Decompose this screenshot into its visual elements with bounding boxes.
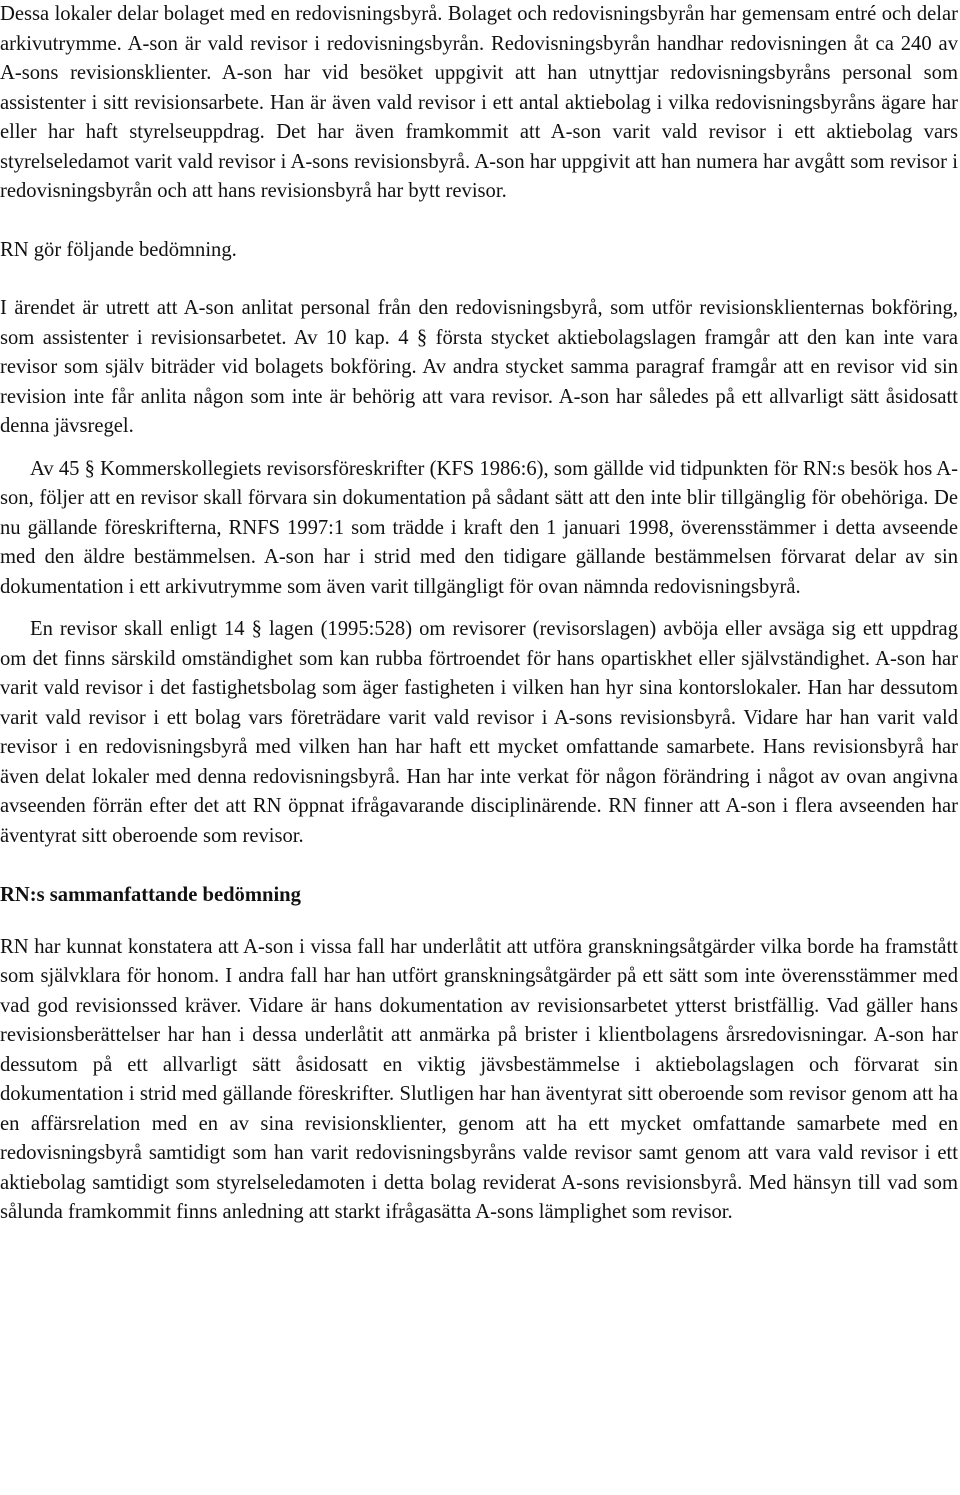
paragraph-premises: Dessa lokaler delar bolaget med en redovisningsbyrå. Bolaget och redovisningsbyrån har gemensam entré och delar arkivutrymme. A-son är vald revisor i redovisningsbyrån. Redovisningsbyrån handhar redovisningen åt ca 240 av A-sons revisionsklienter. A-son har vid besöket uppgivit att han utnyttjar redovisningsbyråns personal som assistenter i sitt revisionsarbete. Han är även vald revisor i ett antal aktiebolag i vilka redovisningsbyråns ägare har eller har haft styrelseuppdrag. Det har även framkommit att A-son varit vald revisor i ett aktiebolag vars styrelseledamot varit vald revisor i A-sons revisionsbyrå. A-son har uppgivit att han numera har avgått som revisor i redovisningsbyrån och att hans revisionsbyrå har bytt revisor. (0, 3, 958, 202)
paragraph-documentation-storage: Av 45 § Kommerskollegiets revisorsföreskrifter (KFS 1986:6), som gällde vid tidpunkten för RN:s besök hos A-son, följer att en revisor skall förvara sin dokumentation på sådant sätt att den inte blir tillgänglig för obehöriga. De nu gällande föreskrifterna, RNFS 1997:1 som trädde i kraft den 1 januari 1998, överensstämmer i detta avseende med den äldre bestämmelsen. A-son har i strid med den tidigare gällande bestämmelsen förvarat delar av sin dokumentation i ett arkivutrymme som även varit tillgängligt för ovan nämnda redovisningsbyrå. (0, 457, 958, 598)
paragraph-assessment-intro: RN gör följande bedömning. (0, 238, 237, 261)
paragraph-staff-conflict: I ärendet är utrett att A-son anlitat personal från den redovisningsbyrå, som utför revisionsklienternas bokföring, som assistenter i revisionsarbetet. Av 10 kap. 4 § första stycket aktiebolagslagen framgår att den kan inte vara revisor som själv biträder vid bolagets bokföring. Av andra stycket samma paragraf framgår att en revisor vid sin revision inte får anlita någon som inte är behörig att vara revisor. A-son har således på ett allvarligt sätt åsidosatt denna jävsregel. (0, 297, 958, 437)
paragraph-independence: En revisor skall enligt 14 § lagen (1995:528) om revisorer (revisorslagen) avböja eller avsäga sig ett uppdrag om det finns särskild omständighet som kan rubba förtroendet för hans opartiskhet eller självständighet. A-son har varit vald revisor i det fastighetsbolag som äger fastigheten i vilken han hyr sina kontorslokaler. Han har dessutom varit vald revisor i ett bolag vars företrädare varit vald revisor i A-sons revisionsbyrå. Vidare har han varit vald revisor i en redovisningsbyrå med vilken han har haft ett mycket omfattande samarbete. Hans revisionsbyrå har även delat lokaler med denna redovisningsbyrå. Han har inte verkat för någon förändring i något av ovan angivna avseenden förrän efter det att RN öppnat ifrågavarande disciplinärende. RN finner att A-son i flera avseenden har äventyrat sitt oberoende som revisor. (0, 618, 958, 847)
section-heading: RN:s sammanfattande bedömning (0, 884, 301, 906)
paragraph-summary: RN har kunnat konstatera att A-son i vissa fall har underlåtit att utföra granskningsåtgärder vilka borde ha framstått som självklara för honom. I andra fall har han utfört granskningsåtgärder på ett sätt som inte överensstämmer med vad god revisionssed kräver. Vidare är hans dokumentation av revisionsarbetet ytterst bristfällig. Vad gäller hans revisionsberättelser har han i dessa underlåtit att anmärka på brister i klientbolagens årsredovisningar. A-son har dessutom på ett allvarligt sätt åsidosatt en viktig jävsbestämmelse i aktiebolagslagen och förvarat sin dokumentation i strid med gällande föreskrifter. Slutligen har han äventyrat sitt oberoende som revisor genom att ha en affärsrelation med en av sina revisionsklienter, genom att ha ett mycket omfattande samarbete med en redovisningsbyrå samtidigt som han varit redovisningsbyråns valde revisor samt genom att vara vald revisor i ett aktiebolag samtidigt som styrelseledamoten i detta bolag reviderat A-sons revisionsbyrå. Med hänsyn till vad som sålunda framkommit finns anledning att starkt ifrågasätta A-sons lämplighet som revisor. (0, 935, 958, 1223)
